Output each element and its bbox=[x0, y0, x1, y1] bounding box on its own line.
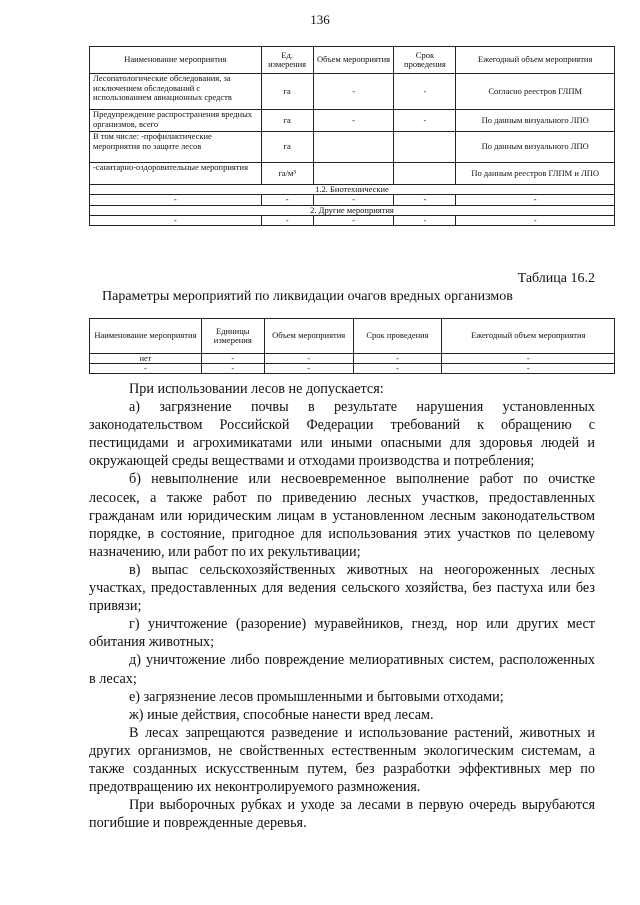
column-header: Ежегодный объем мероприятия bbox=[442, 319, 615, 354]
table-cell: По данным визуального ЛПО bbox=[456, 132, 615, 163]
table-cell: По данным визуального ЛПО bbox=[456, 110, 615, 132]
paragraph: б) невыполнение или несвоевременное выполнение работ по очистке лесосек, а также работ по приведению лесных участков, предоставленных гражданам или юридическим лицам в установленном лесным законодательством порядке, в состояние, пригодное для использования этих участков по целевому назначению, или работ по их рекультивации; bbox=[89, 471, 595, 560]
body-text bbox=[89, 380, 595, 832]
table-cell: - bbox=[313, 74, 394, 110]
table-cell: га/м³ bbox=[261, 163, 313, 185]
table-cell: - bbox=[261, 215, 313, 226]
column-header: Наименование мероприятия bbox=[90, 47, 262, 74]
table-cell: - bbox=[394, 215, 456, 226]
table-cell: га bbox=[261, 110, 313, 132]
paragraph: в) выпас сельскохозяйственных животных на неогороженных лесных участках, предоставленных для ведения сельского хозяйства, без пастуха или без привязи; bbox=[89, 561, 595, 615]
table-cell: - bbox=[442, 354, 615, 364]
column-header: Единицы измерения bbox=[201, 319, 264, 354]
table-cell: Предупреждение распространения вредных организмов, всего bbox=[90, 110, 262, 132]
table-cell bbox=[394, 163, 456, 185]
table-cell: В том числе: -профилактические мероприятия по защите лесов bbox=[90, 132, 262, 163]
table-header-row bbox=[90, 47, 615, 74]
table-cell: - bbox=[456, 195, 615, 206]
table-cell: - bbox=[456, 215, 615, 226]
table-row bbox=[90, 215, 615, 226]
table-cell: - bbox=[442, 364, 615, 374]
table-title: Параметры мероприятий по ликвидации очагов вредных организмов bbox=[102, 289, 513, 304]
table-cell: нет bbox=[90, 354, 202, 364]
pest-foci-measures-table bbox=[89, 318, 615, 374]
column-header: Наименование мероприятия bbox=[90, 319, 202, 354]
table-cell: - bbox=[264, 354, 353, 364]
forest-protection-measures-table bbox=[89, 46, 615, 226]
column-header: Ед. измерения bbox=[261, 47, 313, 74]
table-row bbox=[90, 354, 615, 364]
table-cell bbox=[313, 132, 394, 163]
table-header-row bbox=[90, 319, 615, 354]
table-label: Таблица 16.2 bbox=[517, 271, 595, 286]
table-cell: - bbox=[394, 195, 456, 206]
column-header: Срок проведения bbox=[353, 319, 442, 354]
column-header: Объем мероприятия bbox=[313, 47, 394, 74]
paragraph: ж) иные действия, способные нанести вред лесам. bbox=[129, 706, 434, 723]
table-row bbox=[90, 163, 615, 185]
table-row bbox=[90, 132, 615, 163]
table-cell: - bbox=[394, 110, 456, 132]
section-heading: 1.2. Биотехнические bbox=[90, 185, 615, 195]
table-row bbox=[90, 110, 615, 132]
section-row bbox=[90, 185, 615, 195]
page-number: 136 bbox=[310, 12, 330, 27]
table-row bbox=[90, 195, 615, 206]
table-cell: - bbox=[313, 195, 394, 206]
table-cell: - bbox=[353, 364, 442, 374]
column-header: Объем мероприятия bbox=[264, 319, 353, 354]
section-heading: 2. Другие мероприятия bbox=[90, 205, 615, 215]
table-cell: - bbox=[90, 364, 202, 374]
column-header: Ежегодный объем мероприятия bbox=[456, 47, 615, 74]
table-cell: - bbox=[261, 195, 313, 206]
table-cell: - bbox=[201, 364, 264, 374]
table-cell: - bbox=[264, 364, 353, 374]
paragraph: е) загрязнение лесов промышленными и бытовыми отходами; bbox=[129, 688, 504, 705]
column-header: Срок проведения bbox=[394, 47, 456, 74]
table-cell: - bbox=[353, 354, 442, 364]
paragraph: При выборочных рубках и уходе за лесами в первую очередь вырубаются погибшие и поврежденные деревья. bbox=[89, 797, 595, 832]
table-cell: га bbox=[261, 74, 313, 110]
table-cell: По данным реестров ГЛПМ и ЛПО bbox=[456, 163, 615, 185]
paragraph: При использовании лесов не допускается: bbox=[129, 381, 384, 397]
section-row bbox=[90, 205, 615, 215]
table-cell: - bbox=[313, 110, 394, 132]
table-cell: - bbox=[313, 215, 394, 226]
table-cell: - bbox=[201, 354, 264, 364]
table-cell: га bbox=[261, 132, 313, 163]
table-cell: - bbox=[90, 215, 262, 226]
table-cell: -санитарно-оздоровительные мероприятия bbox=[90, 163, 262, 185]
table-row bbox=[90, 74, 615, 110]
paragraph: В лесах запрещаются разведение и использование растений, животных и других организмов, не свойственных естественным экологическим системам, а также созданных искусственным путем, без разработки эффективных мер по предотвращению их неконтролируемого размножения. bbox=[89, 724, 595, 796]
table-cell: Согласно реестров ГЛПМ bbox=[456, 74, 615, 110]
table-cell bbox=[394, 132, 456, 163]
table-row bbox=[90, 364, 615, 374]
table-cell: Лесопатологические обследования, за исключением обследований с использованием авиационных средств bbox=[90, 74, 262, 110]
paragraph: а) загрязнение почвы в результате нарушения установленных законодательством Российской Федерации требований к обращению с пестицидами и агрохимикатами или иными опасными для здоровья людей и окружающей среды веществами и отходами производства и потребления; bbox=[89, 399, 595, 470]
table-cell: - bbox=[90, 195, 262, 206]
table-cell bbox=[313, 163, 394, 185]
table-cell: - bbox=[394, 74, 456, 110]
paragraph: д) уничтожение либо повреждение мелиоративных систем, расположенных в лесах; bbox=[89, 652, 595, 687]
paragraph: г) уничтожение (разорение) муравейников, гнезд, нор или других мест обитания животных; bbox=[89, 616, 595, 651]
